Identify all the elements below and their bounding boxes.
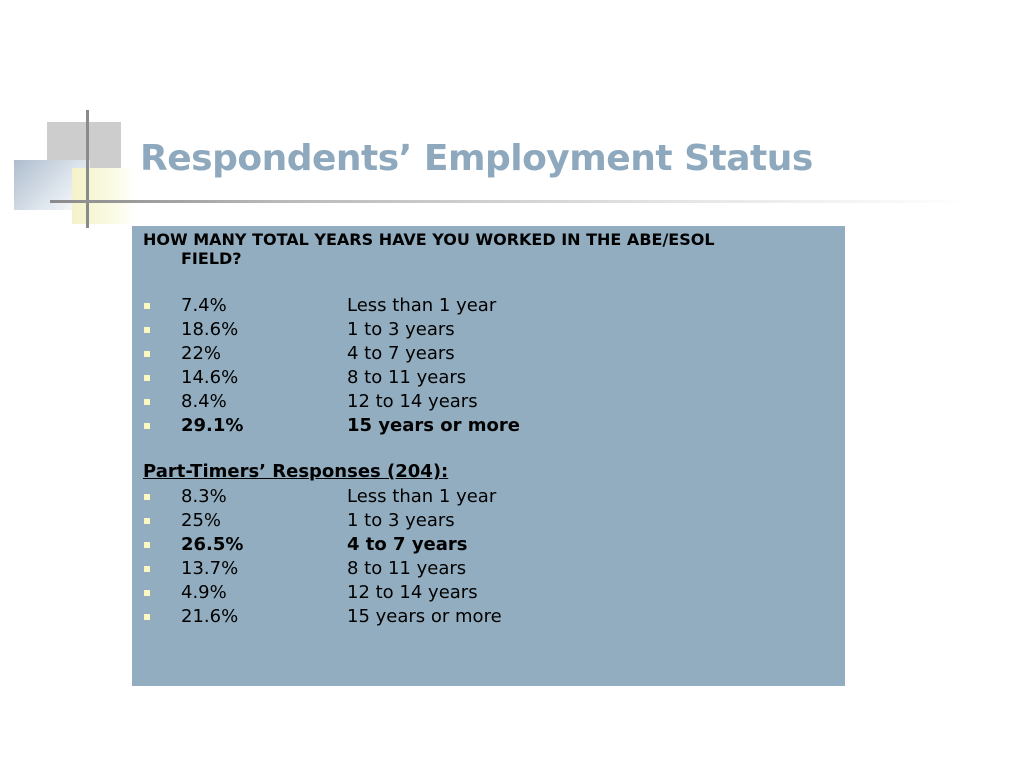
response-percent: 4.9% xyxy=(181,582,227,603)
list-item xyxy=(132,318,845,342)
decorative-vertical-line xyxy=(86,110,89,228)
response-label: 8 to 11 years xyxy=(347,367,467,388)
list-item xyxy=(132,581,845,605)
part-timers-list xyxy=(132,485,845,629)
decorative-yellow-square xyxy=(72,168,136,224)
response-percent: 22% xyxy=(181,343,222,364)
response-label: 12 to 14 years xyxy=(347,582,478,603)
list-item xyxy=(132,533,845,557)
bullet-square-icon xyxy=(144,590,150,596)
all-responses-list xyxy=(132,294,845,438)
bullet-square-icon xyxy=(144,566,150,572)
bullet-square-icon xyxy=(144,518,150,524)
response-percent: 14.6% xyxy=(181,367,239,388)
question-line-2: FIELD? xyxy=(181,249,242,268)
response-label: 15 years or more xyxy=(347,606,502,627)
response-label: 1 to 3 years xyxy=(347,319,455,340)
list-item xyxy=(132,557,845,581)
response-label: Less than 1 year xyxy=(347,486,497,507)
bullet-square-icon xyxy=(144,399,150,405)
response-label: 8 to 11 years xyxy=(347,558,467,579)
part-timers-heading: Part-Timers’ Responses (204): xyxy=(143,461,449,482)
response-percent: 13.7% xyxy=(181,558,239,579)
list-item xyxy=(132,414,845,438)
response-percent: 29.1% xyxy=(181,415,244,436)
bullet-square-icon xyxy=(144,375,150,381)
bullet-square-icon xyxy=(144,303,150,309)
response-label: 4 to 7 years xyxy=(347,343,455,364)
list-item xyxy=(132,605,845,629)
content-box xyxy=(132,226,845,686)
bullet-square-icon xyxy=(144,327,150,333)
bullet-square-icon xyxy=(144,351,150,357)
response-percent: 18.6% xyxy=(181,319,239,340)
survey-question xyxy=(143,230,833,268)
list-item xyxy=(132,342,845,366)
list-item xyxy=(132,485,845,509)
title-underline-rule xyxy=(50,200,970,203)
list-item xyxy=(132,366,845,390)
response-label: 15 years or more xyxy=(347,415,520,436)
response-percent: 21.6% xyxy=(181,606,239,627)
response-percent: 8.3% xyxy=(181,486,227,507)
bullet-square-icon xyxy=(144,423,150,429)
response-label: 12 to 14 years xyxy=(347,391,478,412)
response-label: 4 to 7 years xyxy=(347,534,468,555)
bullet-square-icon xyxy=(144,614,150,620)
list-item xyxy=(132,509,845,533)
bullet-square-icon xyxy=(144,542,150,548)
question-line-1: HOW MANY TOTAL YEARS HAVE YOU WORKED IN THE ABE/ESOL xyxy=(143,230,715,249)
bullet-square-icon xyxy=(144,494,150,500)
response-percent: 26.5% xyxy=(181,534,244,555)
slide-title: Respondents’ Employment Status xyxy=(140,138,813,179)
response-percent: 25% xyxy=(181,510,222,531)
response-label: 1 to 3 years xyxy=(347,510,455,531)
response-percent: 7.4% xyxy=(181,295,227,316)
list-item xyxy=(132,390,845,414)
list-item xyxy=(132,294,845,318)
response-percent: 8.4% xyxy=(181,391,227,412)
response-label: Less than 1 year xyxy=(347,295,497,316)
